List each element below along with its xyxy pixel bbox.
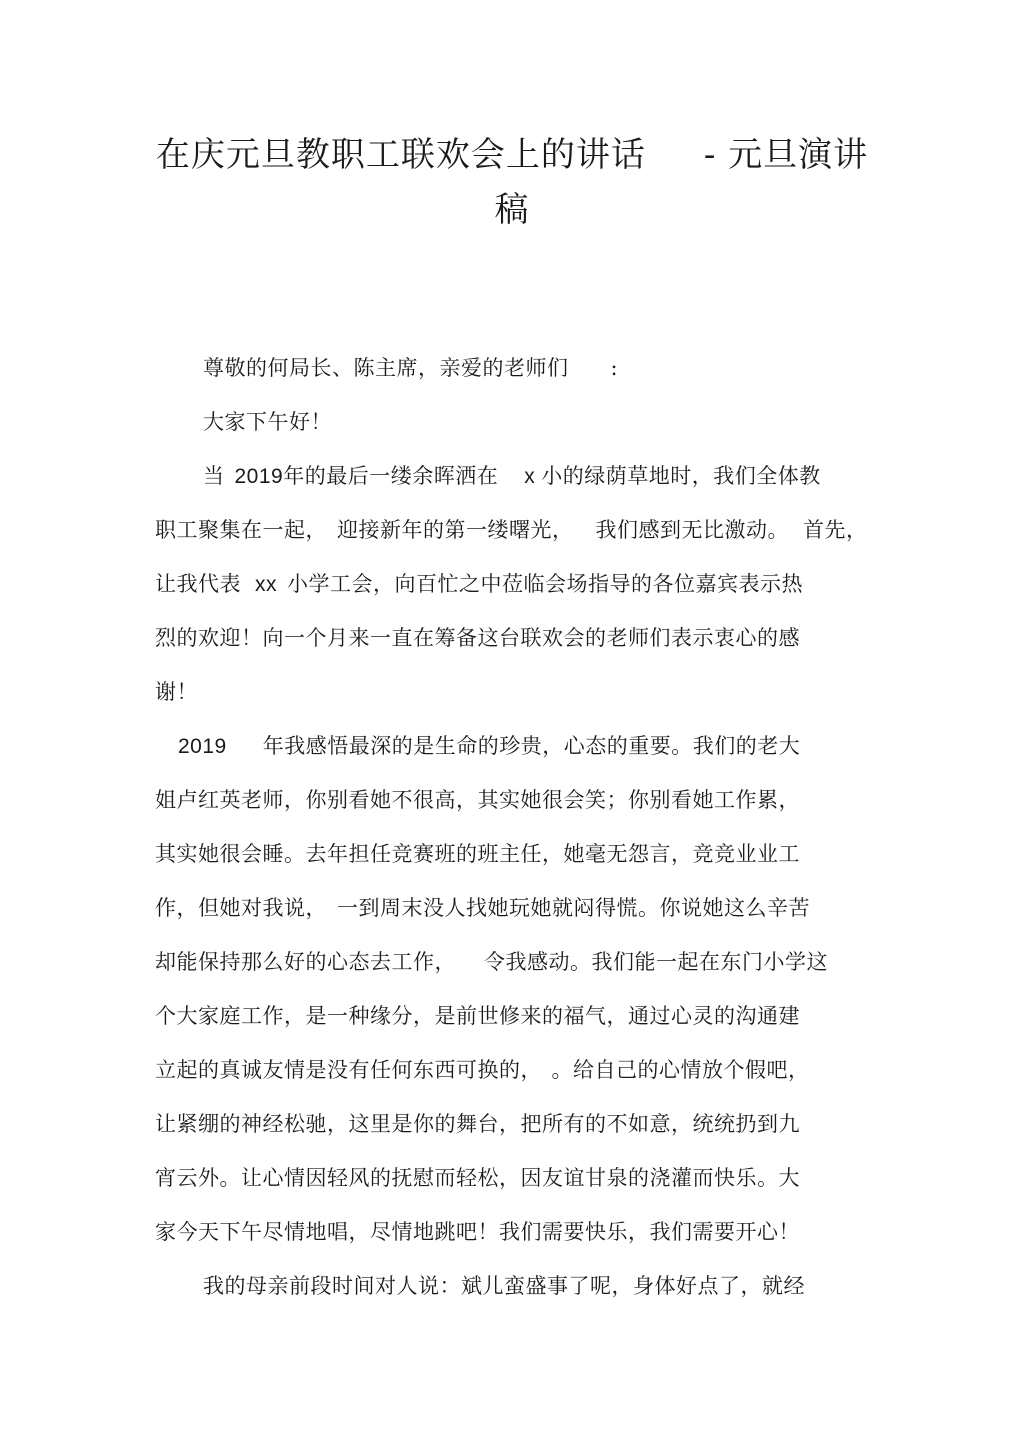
paragraph-2-line-10: 家今天下午尽情地唱，尽情地跳吧！我们需要快乐，我们需要开心！ bbox=[155, 1220, 800, 1244]
paragraph-1-line-2: 职工聚集在一起， 迎接新年的第一缕曙光， 我们感到无比激动。 首先， bbox=[155, 518, 868, 542]
salutation-line: 大家下午好！ bbox=[203, 410, 332, 434]
paragraph-2-line-4: 作，但她对我说， 一到周末没人找她玩她就闷得慌。你说她这么辛苦 bbox=[155, 896, 810, 920]
paragraph-2-line-2: 姐卢红英老师，你别看她不很高，其实她很会笑；你别看她工作累， bbox=[155, 788, 800, 812]
document-title-line-1 bbox=[0, 135, 1024, 175]
paragraph-1-line-1: 当 2019年的最后一缕余晖洒在 x 小的绿荫草地时，我们全体教 bbox=[203, 464, 821, 488]
title-main: 在庆元旦教职工联欢会上的讲话 bbox=[155, 135, 646, 175]
paragraph-1-line-5: 谢！ bbox=[155, 680, 198, 704]
document-title-line-2: 稿 bbox=[494, 190, 530, 230]
paragraph-2-line-5: 却能保持那么好的心态去工作， 令我感动。我们能一起在东门小学这 bbox=[155, 950, 828, 974]
paragraph-2-line-1: 2019 年我感悟最深的是生命的珍贵，心态的重要。我们的老大 bbox=[178, 734, 801, 758]
paragraph-2-line-8: 让紧绷的神经松驰，这里是你的舞台，把所有的不如意，统统扔到九 bbox=[155, 1112, 800, 1136]
paragraph-2-line-9: 宵云外。让心情因轻风的抚慰而轻松，因友谊甘泉的浇灌而快乐。大 bbox=[155, 1166, 800, 1190]
paragraph-2-line-7: 立起的真诚友情是没有任何东西可换的， 。给自己的心情放个假吧， bbox=[155, 1058, 810, 1082]
greeting-text: 尊敬的何局长、陈主席，亲爱的老师们 bbox=[203, 356, 569, 380]
paragraph-2-line-6: 个大家庭工作，是一种缘分，是前世修来的福气，通过心灵的沟通建 bbox=[155, 1004, 800, 1028]
title-suffix: - 元旦演讲 bbox=[703, 135, 869, 175]
greeting-line bbox=[203, 358, 618, 379]
greeting-colon: : bbox=[610, 356, 619, 380]
paragraph-2-line-3: 其实她很会睡。去年担任竞赛班的班主任，她毫无怨言，竞竞业业工 bbox=[155, 842, 800, 866]
paragraph-1-line-3: 让我代表 xx 小学工会，向百忙之中莅临会场指导的各位嘉宾表示热 bbox=[155, 572, 803, 596]
paragraph-3-line-1: 我的母亲前段时间对人说：斌儿蛮盛事了呢，身体好点了，就经 bbox=[203, 1274, 805, 1298]
paragraph-1-line-4: 烈的欢迎！向一个月来一直在筹备这台联欢会的老师们表示衷心的感 bbox=[155, 626, 800, 650]
